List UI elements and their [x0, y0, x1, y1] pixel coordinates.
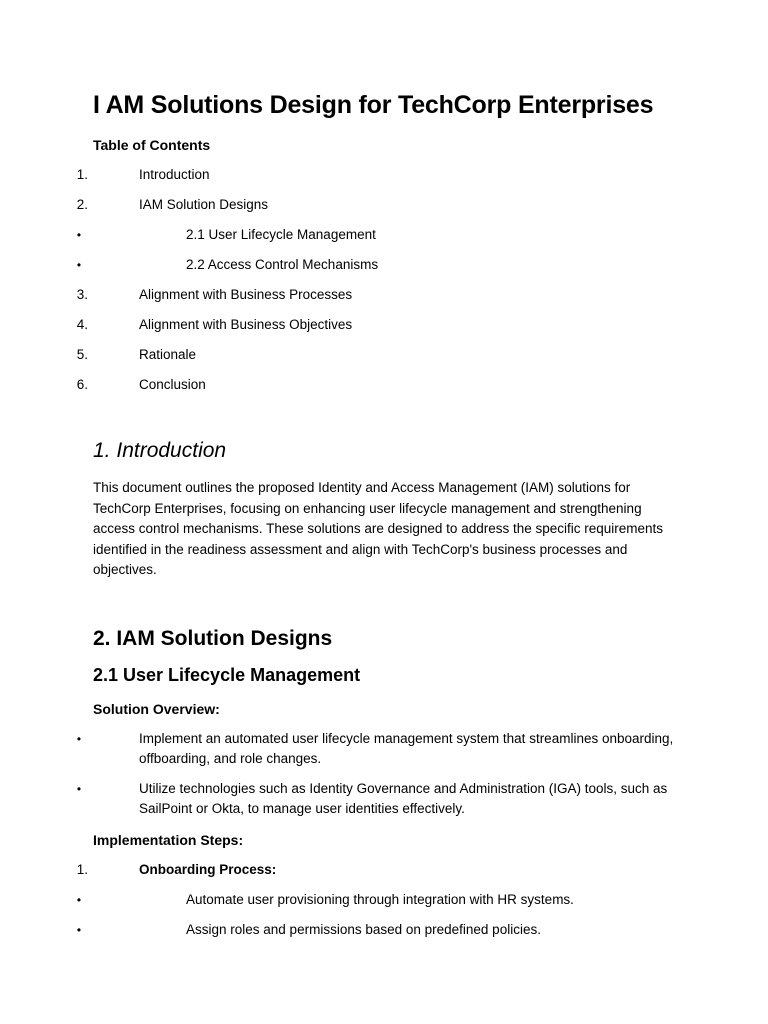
toc-heading: Table of Contents [93, 137, 211, 153]
bullet-icon: • [76, 731, 82, 746]
section-number: 1. [93, 439, 111, 462]
step-label: Onboarding Process: [139, 861, 277, 877]
toc-item-business-objectives [76, 315, 675, 335]
toc-item-label: Alignment with Business Processes [139, 287, 353, 302]
list-number: 4. [76, 317, 88, 332]
toc-item-label: Introduction [139, 167, 210, 182]
toc-item-introduction [76, 165, 675, 185]
toc-item-label: Conclusion [139, 377, 206, 392]
solution-overview-label: Solution Overview: [93, 700, 220, 717]
toc-item-label: IAM Solution Designs [139, 197, 269, 212]
step-onboarding [76, 860, 675, 880]
bullet-icon: • [76, 922, 82, 937]
bullet-icon: • [76, 258, 82, 272]
solution-overview-list [76, 729, 675, 819]
list-number: 2. [76, 197, 88, 212]
list-number: 1. [76, 167, 88, 182]
toc-item-label: 2.1 User Lifecycle Management [186, 227, 376, 242]
list-item [76, 729, 675, 769]
list-item [76, 779, 675, 819]
list-item-text: Assign roles and permissions based on predefined policies. [186, 921, 541, 937]
introduction-paragraph: This document outlines the proposed Identity and Access Management (IAM) solutions for TechCorp Enterprises, focusing on enhancing user lifecycle management and strengthening access control mechanisms. These solutions are designed to address the specific requirements identified in the readiness assessment and align with TechCorp's business processes and objectives. [93, 480, 664, 577]
implementation-steps-label: Implementation Steps: [93, 831, 244, 848]
user-lifecycle-heading: 2.1 User Lifecycle Management [93, 664, 361, 685]
list-item-text: Utilize technologies such as Identity Governance and Administration (IGA) tools, such as SailPoint or Okta, to manage user identities effectively. [139, 780, 668, 816]
toc-item-business-processes [76, 285, 675, 305]
toc-item-conclusion [76, 375, 675, 395]
implementation-steps-list [76, 860, 675, 940]
list-number: 6. [76, 377, 88, 392]
list-number: 1. [76, 861, 88, 877]
document-title: I AM Solutions Design for TechCorp Enterprises [93, 91, 654, 119]
bullet-icon: • [76, 781, 82, 796]
list-item-text: Implement an automated user lifecycle management system that streamlines onboarding, offboarding, and role changes. [139, 730, 674, 766]
list-item [76, 890, 675, 910]
list-item [76, 920, 675, 940]
toc-item-label: Rationale [139, 347, 197, 362]
iam-solution-designs-heading: 2. IAM Solution Designs [93, 626, 333, 650]
toc-item-label: 2.2 Access Control Mechanisms [186, 257, 379, 272]
table-of-contents [76, 165, 675, 395]
bullet-icon: • [76, 892, 82, 907]
section-title: Introduction [116, 439, 227, 462]
toc-item-iam-solution-designs [76, 195, 675, 215]
toc-item-access-control [76, 255, 675, 275]
list-number: 5. [76, 347, 88, 362]
bullet-icon: • [76, 228, 82, 242]
toc-item-user-lifecycle [76, 225, 675, 245]
toc-item-label: Alignment with Business Objectives [139, 317, 353, 332]
list-item-text: Automate user provisioning through integration with HR systems. [186, 891, 574, 907]
list-number: 3. [76, 287, 88, 302]
introduction-heading [93, 437, 675, 465]
toc-item-rationale [76, 345, 675, 365]
